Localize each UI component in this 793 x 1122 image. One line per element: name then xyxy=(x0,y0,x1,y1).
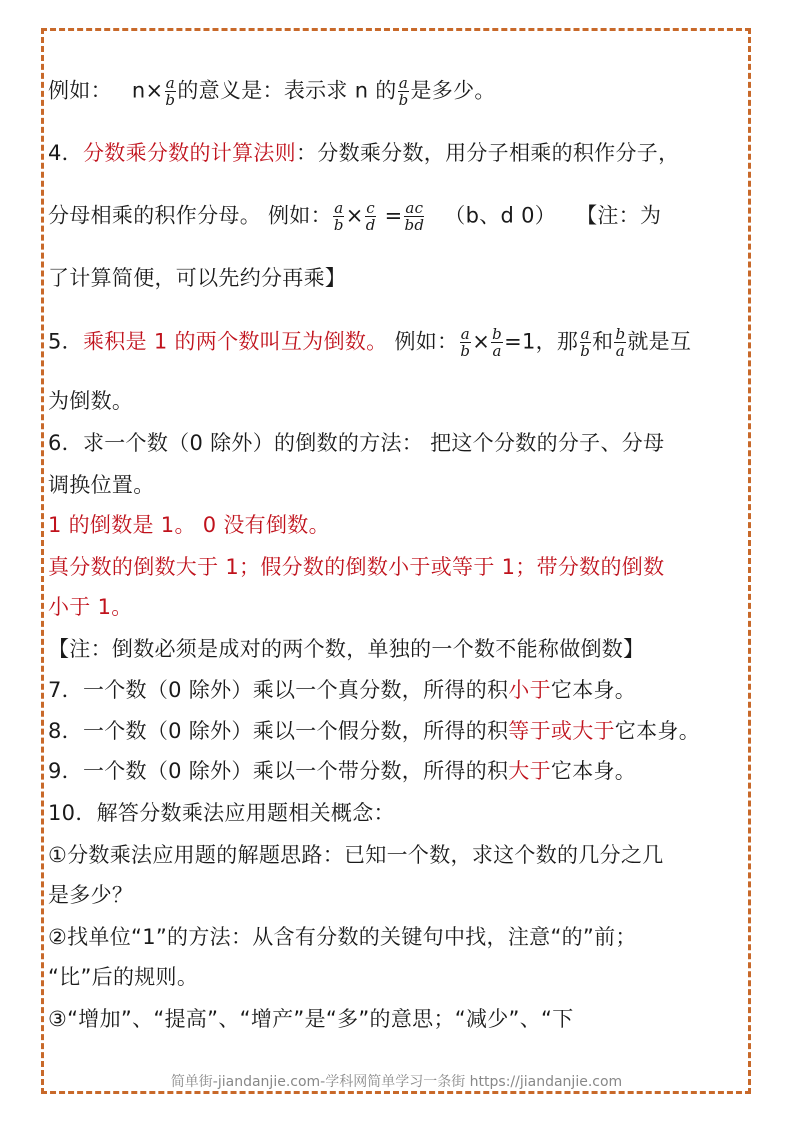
text: n× xyxy=(131,78,164,103)
line-reciprocal-comparison-cont xyxy=(48,594,133,620)
line-rule-7 xyxy=(48,677,636,703)
text: ③“增加”、“提高”、“增产”是“多”的意思；“减少”、“下 xyxy=(48,1007,574,1031)
numerator: c xyxy=(366,199,375,217)
line-reciprocal xyxy=(48,388,133,414)
item-number: 4． xyxy=(48,141,83,165)
numerator: a xyxy=(334,199,344,217)
line-rule-4-cont xyxy=(48,200,661,233)
line-approach-cont xyxy=(48,882,133,908)
denominator: a xyxy=(615,342,626,360)
numerator: a xyxy=(398,74,409,92)
text: 例如： xyxy=(48,78,112,103)
highlight-text: 乘积是 1 的两个数叫互为倒数。 xyxy=(82,329,388,354)
text: 【注：倒数必须是成对的两个数，单独的一个数不能称做倒数】 xyxy=(48,637,645,661)
fraction xyxy=(614,326,626,359)
text: ：分数乘分数，用分子相乘的积作分子， xyxy=(295,141,680,165)
text: 例如： xyxy=(387,329,459,354)
text: 为倒数。 xyxy=(48,389,134,413)
line-note-simplify xyxy=(48,265,346,291)
line-rule-6-cont xyxy=(48,472,155,498)
fraction xyxy=(398,75,410,108)
page-footer: 简单街-jiandanjie.com-学科网简单学习一条街 https://jiandanjie.com xyxy=(170,1074,623,1090)
denominator: b xyxy=(580,342,591,360)
denominator: bd xyxy=(404,216,425,234)
fraction xyxy=(459,326,471,359)
text: =1，那 xyxy=(504,329,579,354)
text: 它本身。 xyxy=(614,719,700,743)
line-rule-8 xyxy=(48,718,700,744)
highlight-text: 小于 1。 xyxy=(48,595,133,619)
text: 是多少。 xyxy=(410,78,496,103)
line-rule-4 xyxy=(48,140,679,166)
numerator: b xyxy=(492,325,503,343)
line-unit-one xyxy=(48,924,637,950)
text: ①分数乘法应用题的解题思路：已知一个数，求这个数的几分之几 xyxy=(48,843,664,867)
note-text: 【注：为 xyxy=(576,203,662,228)
item-number: 5． xyxy=(48,329,83,354)
fraction xyxy=(333,200,345,233)
line-rule-9 xyxy=(48,758,636,784)
denominator: b xyxy=(460,342,471,360)
line-rule-10 xyxy=(48,800,395,826)
text: 它本身。 xyxy=(550,759,637,783)
fraction xyxy=(491,326,503,359)
highlight-text: 大于 xyxy=(508,759,551,783)
equals-sign: = xyxy=(377,203,403,228)
text: 是多少？ xyxy=(48,883,134,907)
line-reciprocal-comparison xyxy=(48,554,664,580)
text: 9．一个数（0 除外）乘以一个带分数，所得的积 xyxy=(48,759,509,783)
text: 6．求一个数（0 除外）的倒数的方法： 把这个分数的分子、分母 xyxy=(48,431,665,455)
highlight-text: 真分数的倒数大于 1；假分数的倒数小于或等于 1；带分数的倒数 xyxy=(48,555,665,579)
text: 7．一个数（0 除外）乘以一个真分数，所得的积 xyxy=(48,678,509,702)
text: 分母相乘的积作分母。 例如： xyxy=(48,203,332,228)
numerator: a xyxy=(460,325,470,343)
line-example-meaning xyxy=(48,75,496,108)
text: 就是互 xyxy=(627,329,692,354)
line-unit-one-cont xyxy=(48,964,198,990)
times-sign: × xyxy=(472,329,491,354)
numerator: a xyxy=(580,325,590,343)
fraction xyxy=(365,200,377,233)
text: 10．解答分数乘法应用题相关概念： xyxy=(48,801,395,825)
text: “比”后的规则。 xyxy=(48,965,199,989)
text: 它本身。 xyxy=(550,678,637,702)
numerator: b xyxy=(615,325,626,343)
highlight-text: 等于或大于 xyxy=(508,719,615,743)
text: 和 xyxy=(592,329,614,354)
text: 的意义是：表示求 n 的 xyxy=(177,78,397,103)
line-keywords xyxy=(48,1006,574,1032)
fraction xyxy=(403,200,425,233)
line-note-pairs xyxy=(48,636,644,662)
line-rule-6 xyxy=(48,430,664,456)
text: 调换位置。 xyxy=(48,473,155,497)
numerator: a xyxy=(165,74,175,92)
fraction xyxy=(579,326,591,359)
denominator: a xyxy=(492,342,502,360)
times-sign: × xyxy=(345,203,364,228)
line-rule-5 xyxy=(48,326,691,359)
condition-text: （b、d 0） xyxy=(444,203,557,228)
numerator: ac xyxy=(405,199,424,217)
fraction xyxy=(164,75,176,108)
highlight-text: 分数乘分数的计算法则 xyxy=(82,141,296,165)
text: 了计算简便，可以先约分再乘】 xyxy=(48,266,347,290)
denominator: d xyxy=(365,216,376,234)
line-approach xyxy=(48,842,664,868)
text: ②找单位“1”的方法：从含有分数的关键句中找，注意“的”前； xyxy=(48,925,637,949)
line-reciprocal-of-one xyxy=(48,512,330,538)
denominator: b xyxy=(165,91,176,109)
denominator: b xyxy=(398,91,409,109)
highlight-text: 1 的倒数是 1。 0 没有倒数。 xyxy=(48,513,330,537)
highlight-text: 小于 xyxy=(508,678,551,702)
denominator: b xyxy=(333,216,344,234)
text: 8．一个数（0 除外）乘以一个假分数，所得的积 xyxy=(48,719,509,743)
